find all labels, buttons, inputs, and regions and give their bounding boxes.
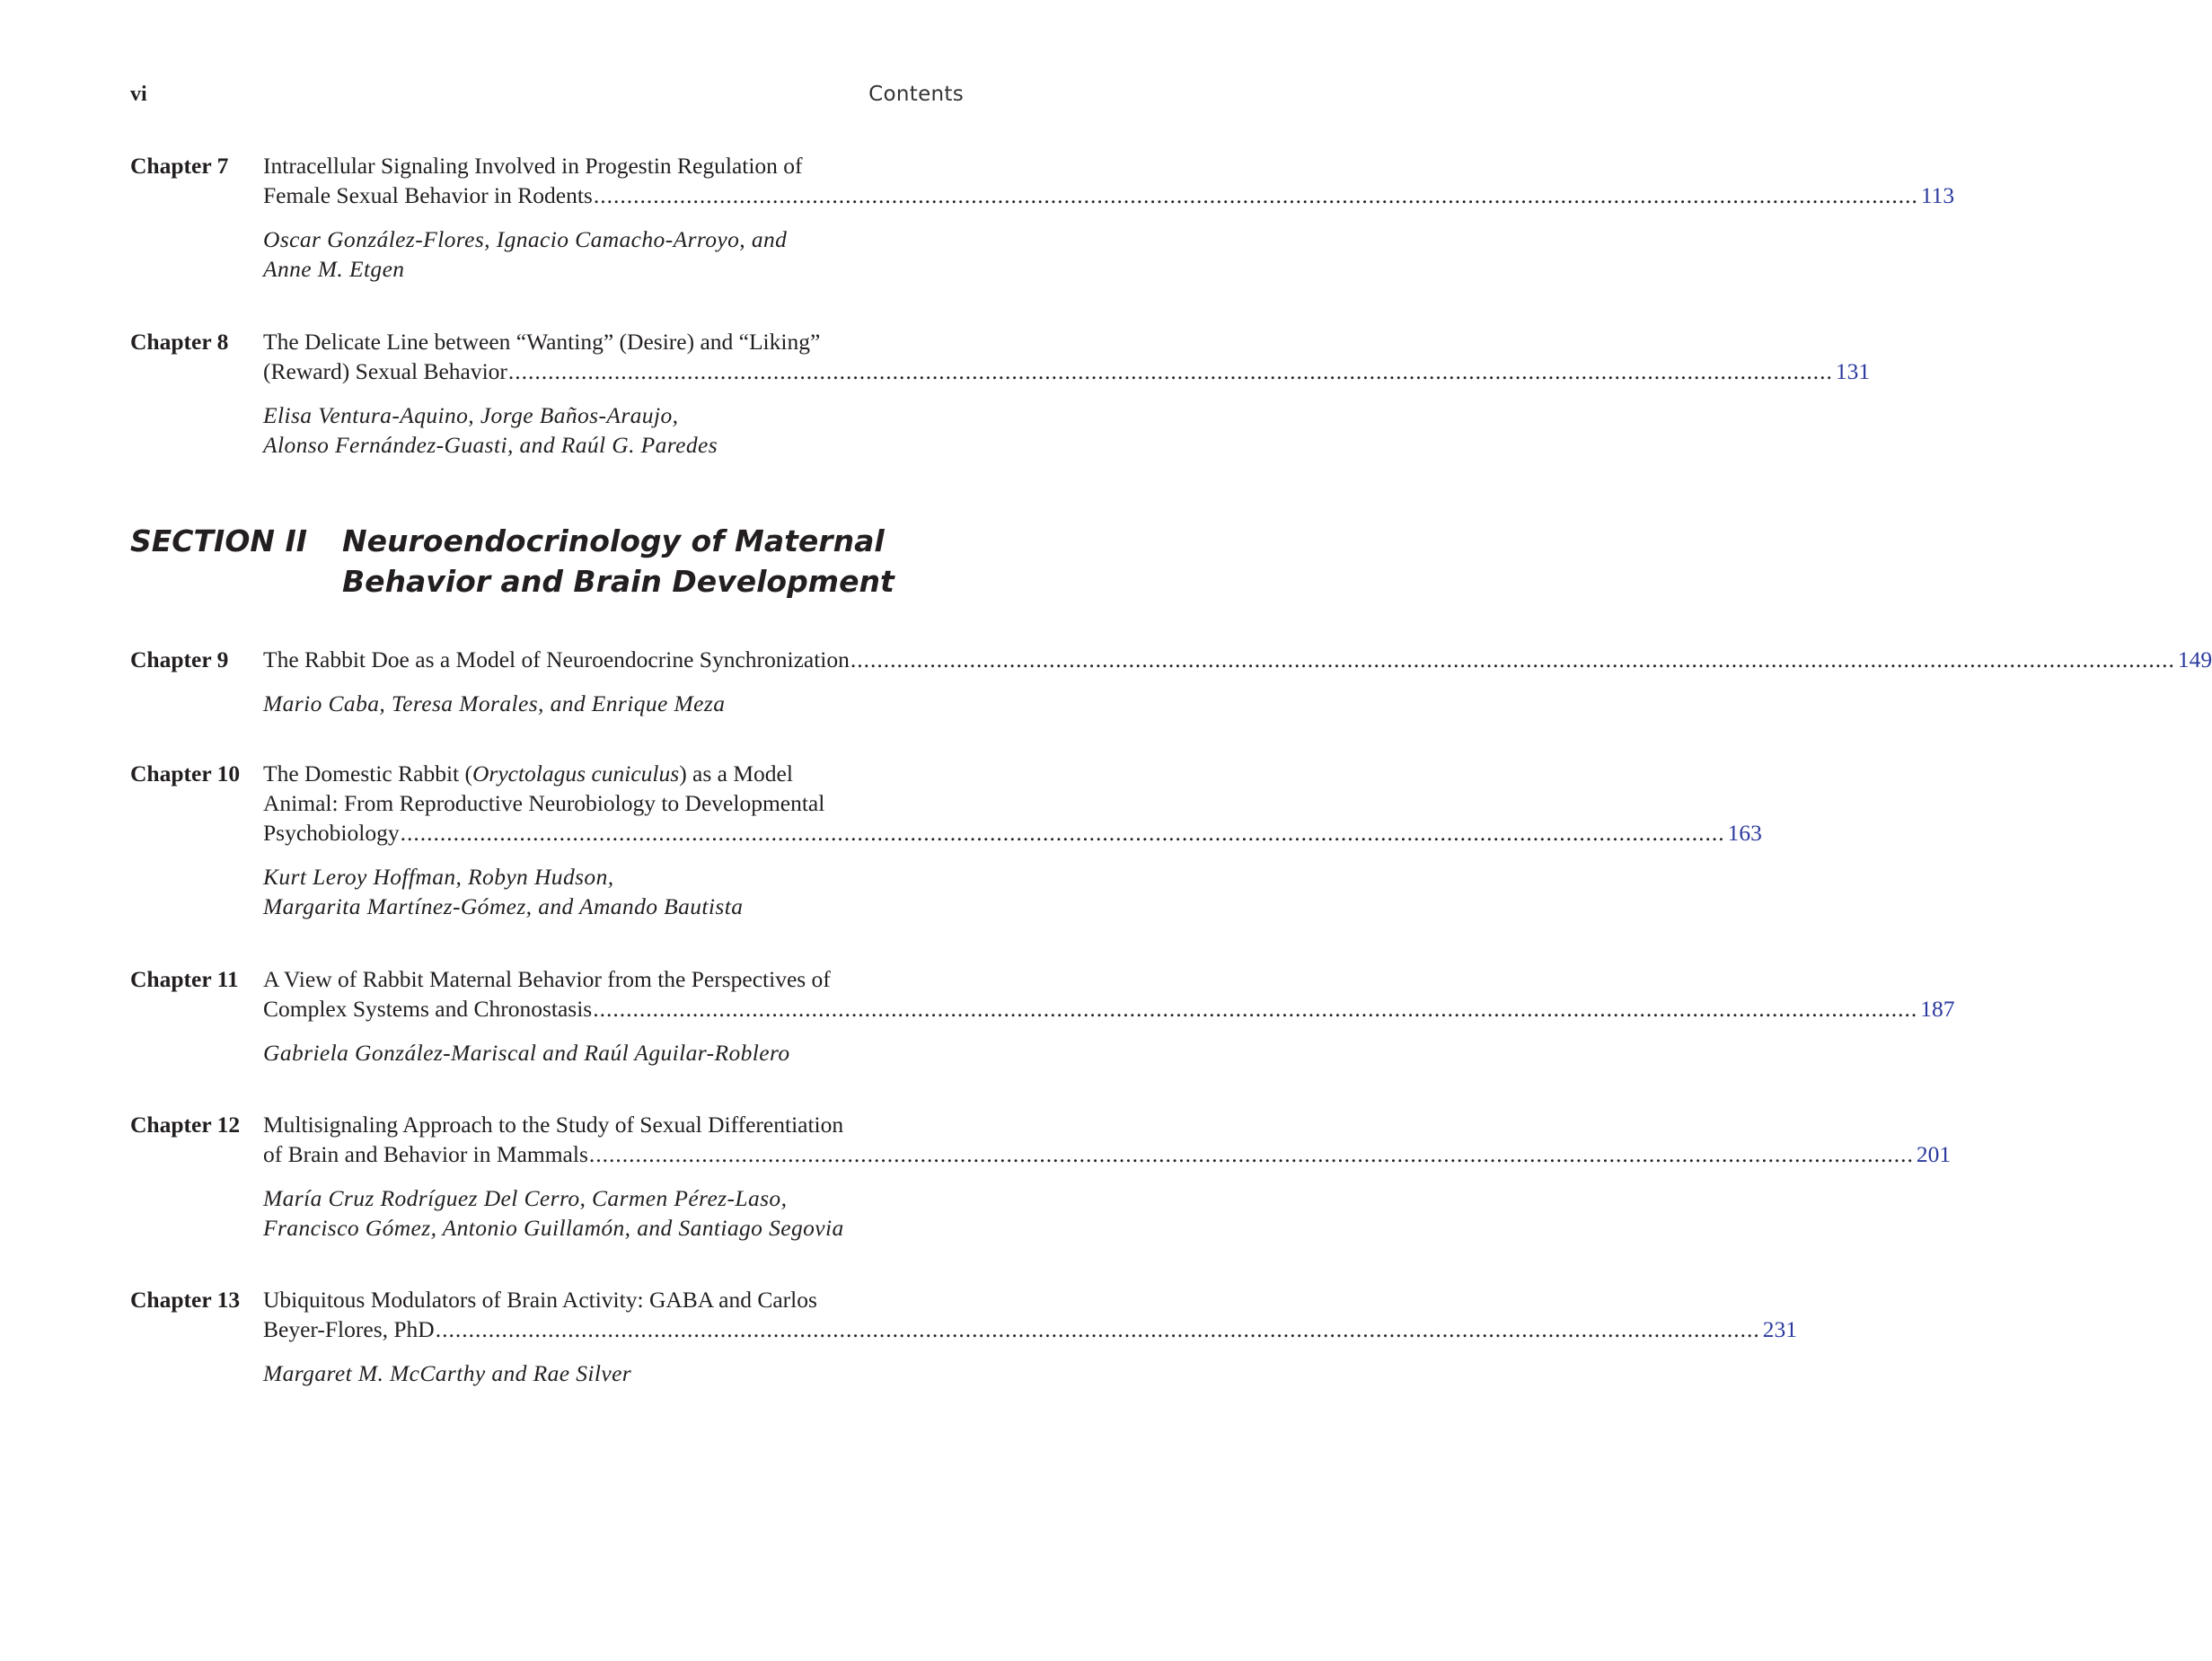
chapter-title-last-line — [263, 994, 1955, 1024]
chapter-title-last-line — [263, 180, 1955, 210]
section-label: SECTION II — [130, 523, 308, 558]
author-line: Kurt Leroy Hoffman, Robyn Hudson, — [263, 864, 614, 890]
section-title-line: Behavior and Brain Development — [342, 564, 894, 599]
page-number-link[interactable]: 187 — [1920, 996, 1955, 1022]
chapter-title-line: Ubiquitous Modulators of Brain Activity: GABA and Carlos — [263, 1287, 817, 1313]
chapter-authors — [263, 400, 964, 460]
title-text: The Domestic Rabbit ( — [263, 760, 472, 787]
chapter-authors — [263, 689, 964, 718]
chapter-authors — [263, 862, 964, 921]
dot-leader: ........................................................................................................................................................................................................ — [400, 820, 1725, 846]
chapter-label: Chapter 11 — [130, 966, 239, 992]
chapter-label: Chapter 13 — [130, 1287, 241, 1313]
chapter-authors — [263, 1358, 964, 1388]
chapter-authors — [263, 1038, 964, 1068]
author-line: Margarita Martínez-Gómez, and Amando Bautista — [263, 893, 744, 919]
chapter-title-text: Psychobiology — [263, 820, 400, 846]
chapter-title-text: The Rabbit Doe as a Model of Neuroendocrine Synchronization — [263, 646, 850, 672]
section-title — [342, 521, 894, 602]
dot-leader: ........................................................................................................................................................................................................ — [507, 358, 1833, 384]
chapter-title-last-line — [263, 645, 2212, 674]
page-number-link[interactable]: 149 — [2177, 646, 2212, 672]
chapter-authors — [263, 224, 964, 284]
chapter-title-line: The Delicate Line between “Wanting” (Desire) and “Liking” — [263, 329, 821, 355]
dot-leader: ........................................................................................................................................................................................................ — [593, 996, 1918, 1022]
chapter-authors — [263, 1183, 964, 1243]
running-head — [130, 83, 964, 119]
chapter-title-last-line — [263, 1139, 1952, 1169]
page-folio: vi — [130, 83, 147, 106]
chapter-title-line — [263, 759, 964, 788]
dot-leader: ........................................................................................................................................................................................................ — [593, 182, 1918, 208]
chapter-title-last-line — [263, 818, 1762, 848]
dot-leader: ........................................................................................................................................................................................................ — [850, 646, 2175, 672]
species-name: Oryctolagus cuniculus — [472, 760, 680, 787]
author-line: Anne M. Etgen — [263, 256, 405, 282]
chapter-title-text: Beyer-Flores, PhD — [263, 1316, 435, 1342]
page-number-link[interactable]: 201 — [1916, 1141, 1952, 1167]
dot-leader: ........................................................................................................................................................................................................ — [588, 1141, 1914, 1167]
author-line: Margaret M. McCarthy and Rae Silver — [263, 1360, 632, 1386]
page-number-link[interactable]: 163 — [1727, 820, 1762, 846]
author-line: Alonso Fernández-Guasti, and Raúl G. Paredes — [263, 432, 718, 458]
chapter-label: Chapter 8 — [130, 329, 229, 355]
author-line: Elisa Ventura-Aquino, Jorge Baños-Araujo, — [263, 402, 679, 428]
chapter-label: Chapter 12 — [130, 1112, 241, 1138]
chapter-label: Chapter 7 — [130, 153, 229, 179]
author-line: Oscar González-Flores, Ignacio Camacho-Arroyo, and — [263, 226, 788, 252]
page-number-link[interactable]: 131 — [1835, 358, 1871, 384]
chapter-title-text: (Reward) Sexual Behavior — [263, 358, 507, 384]
chapter-title-text: Complex Systems and Chronostasis — [263, 996, 593, 1022]
page-number-link[interactable]: 113 — [1920, 182, 1955, 208]
author-line: María Cruz Rodríguez Del Cerro, Carmen Pérez-Laso, — [263, 1185, 788, 1211]
chapter-label: Chapter 10 — [130, 760, 241, 787]
chapter-title-text: Female Sexual Behavior in Rodents — [263, 182, 593, 208]
chapter-title-last-line — [263, 356, 1871, 386]
chapter-title-last-line — [263, 1314, 1797, 1344]
running-title: Contents — [868, 83, 964, 106]
title-text: ) as a Model — [679, 760, 793, 787]
chapter-title-line: Multisignaling Approach to the Study of Sexual Differentiation — [263, 1112, 844, 1138]
chapter-title-text: of Brain and Behavior in Mammals — [263, 1141, 588, 1167]
page-number-link[interactable]: 231 — [1762, 1316, 1797, 1342]
chapter-title-line: Intracellular Signaling Involved in Progestin Regulation of — [263, 153, 803, 179]
dot-leader: ........................................................................................................................................................................................................ — [435, 1316, 1760, 1342]
chapter-label: Chapter 9 — [130, 646, 229, 672]
chapter-title-line: Animal: From Reproductive Neurobiology to Developmental — [263, 790, 825, 816]
section-title-line: Neuroendocrinology of Maternal — [342, 523, 885, 558]
chapter-title-line: A View of Rabbit Maternal Behavior from the Perspectives of — [263, 966, 831, 992]
author-line: Gabriela González-Mariscal and Raúl Aguilar-Roblero — [263, 1040, 790, 1066]
author-line: Francisco Gómez, Antonio Guillamón, and Santiago Segovia — [263, 1215, 844, 1241]
author-line: Mario Caba, Teresa Morales, and Enrique Meza — [263, 690, 726, 716]
